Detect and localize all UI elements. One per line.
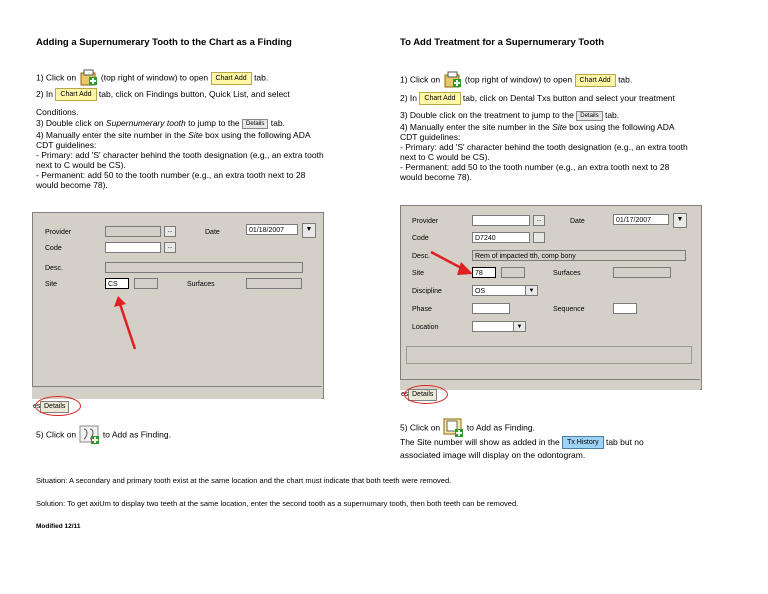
chevron-down-icon: ▼ bbox=[513, 322, 525, 331]
discipline-label: Discipline bbox=[412, 288, 442, 295]
right-step1: 1) Click on (top right of window) to open Chart Add tab. bbox=[400, 71, 632, 89]
left-step5: 5) Click on to Add as Finding. bbox=[36, 425, 171, 445]
right-permanent-line1: - Permanent: add 50 to the tooth number (e.g., an extra tooth next to 28 bbox=[400, 162, 670, 172]
sequence-label: Sequence bbox=[553, 306, 585, 313]
left-primary-line1: - Primary: add 'S' character behind the tooth designation (e.g., an extra tooth bbox=[36, 150, 324, 160]
right-primary-line1: - Primary: add 'S' character behind the tooth designation (e.g., an extra tooth bbox=[400, 142, 688, 152]
provider-lookup-button[interactable]: ... bbox=[164, 226, 176, 237]
site-extra-field[interactable] bbox=[134, 278, 158, 289]
location-select[interactable] bbox=[472, 321, 526, 332]
provider-label: Provider bbox=[412, 218, 439, 225]
code-field[interactable] bbox=[105, 242, 161, 253]
add-treatment-icon[interactable] bbox=[443, 418, 465, 438]
left-step2: 2) In Chart Add tab, click on Findings button, Quick List, and select bbox=[36, 88, 290, 101]
site-label: Site bbox=[412, 270, 425, 277]
code-field[interactable]: D7240 bbox=[472, 232, 530, 243]
details-tab-button[interactable]: Details bbox=[242, 119, 268, 129]
chart-add-tab-button[interactable]: Chart Add bbox=[55, 88, 96, 101]
sequence-field[interactable] bbox=[613, 303, 637, 314]
details-tab[interactable]: Details bbox=[40, 401, 69, 413]
right-primary-line2: next to C would be CS). bbox=[400, 152, 490, 162]
right-tab-bar bbox=[400, 379, 700, 390]
left-primary-line2: next to C would be CS). bbox=[36, 160, 126, 170]
solution-text: Solution: To get axiUm to display two teeth at the same location, enter the second tooth as a supernumary tooth, then both teeth can be removed. bbox=[36, 499, 519, 508]
left-title: Adding a Supernumerary Tooth to the Chart as a Finding bbox=[36, 37, 292, 48]
surfaces-field[interactable] bbox=[246, 278, 302, 289]
left-step2-line2: Conditions. bbox=[36, 107, 79, 117]
discipline-select[interactable]: OS ▼ bbox=[472, 285, 538, 296]
chevron-down-icon: ▼ bbox=[525, 286, 537, 295]
left-step4-line2: CDT guidelines: bbox=[36, 140, 97, 150]
calendar-icon[interactable]: ▼ bbox=[673, 213, 687, 228]
situation-text: Situation: A secondary and primary tooth exist at the same location and the chart must indicate that both teeth were removed. bbox=[36, 476, 452, 485]
phase-label: Phase bbox=[412, 306, 432, 313]
left-step4: 4) Manually enter the site number in the Site box using the following ADA bbox=[36, 130, 311, 140]
code-label: Code bbox=[412, 235, 429, 242]
right-step5: 5) Click on to Add as Finding. bbox=[400, 418, 535, 438]
surfaces-label: Surfaces bbox=[553, 270, 581, 277]
chart-add-tab-button[interactable]: Chart Add bbox=[575, 74, 616, 87]
chart-add-tab-button[interactable]: Chart Add bbox=[211, 72, 252, 85]
right-step4: 4) Manually enter the site number in the Site box using the following ADA bbox=[400, 122, 675, 132]
date-label: Date bbox=[570, 218, 585, 225]
site-extra-field[interactable] bbox=[501, 267, 525, 278]
date-label: Date bbox=[205, 229, 220, 236]
location-label: Location bbox=[412, 324, 439, 331]
chart-add-icon[interactable] bbox=[79, 69, 99, 87]
provider-lookup-button[interactable]: ... bbox=[533, 215, 545, 226]
site-field[interactable]: CS bbox=[105, 278, 129, 289]
highlight-circle bbox=[35, 396, 81, 416]
details-tab[interactable]: Details bbox=[408, 389, 437, 401]
provider-field[interactable] bbox=[472, 215, 530, 226]
left-tab-bar bbox=[32, 386, 322, 399]
add-finding-icon[interactable] bbox=[79, 425, 101, 445]
provider-field[interactable] bbox=[105, 226, 161, 237]
date-field[interactable]: 01/17/2007 bbox=[613, 214, 669, 225]
left-step1: 1) Click on (top right of window) to open Chart Add tab. bbox=[36, 69, 268, 87]
tx-history-tab-button[interactable]: Tx History bbox=[562, 436, 604, 449]
chart-add-tab-button[interactable]: Chart Add bbox=[419, 92, 460, 105]
right-step2: 2) In Chart Add tab, click on Dental Txs button and select your treatment bbox=[400, 92, 675, 105]
left-step3: 3) Double click on Supernumerary tooth to jump to the Details tab. bbox=[36, 118, 285, 128]
left-details-form bbox=[32, 212, 324, 399]
right-permanent-line2: would become 78). bbox=[400, 172, 472, 182]
date-field[interactable]: 01/18/2007 bbox=[246, 224, 298, 235]
desc-label: Desc. bbox=[412, 253, 430, 260]
desc-field[interactable] bbox=[105, 262, 303, 273]
desc-label: Desc. bbox=[45, 265, 63, 272]
right-step4-line2: CDT guidelines: bbox=[400, 132, 461, 142]
tab-prefix: es bbox=[401, 391, 409, 398]
tab-prefix: es bbox=[33, 403, 41, 410]
right-title: To Add Treatment for a Supernumerary Tooth bbox=[400, 37, 605, 48]
site-field[interactable]: 78 bbox=[472, 267, 496, 278]
code-lookup-button[interactable]: ... bbox=[164, 242, 176, 253]
left-permanent-line2: would become 78). bbox=[36, 180, 108, 190]
modified-date: Modified 12/11 bbox=[36, 523, 81, 530]
form-blank-area bbox=[406, 346, 692, 364]
right-note-line2: associated image will display on the odontogram. bbox=[400, 450, 586, 460]
red-arrow bbox=[427, 248, 475, 278]
desc-field[interactable]: Rem of impacted tth, comp bony bbox=[472, 250, 686, 261]
calendar-icon[interactable]: ▼ bbox=[302, 223, 316, 238]
red-arrow bbox=[111, 293, 151, 353]
right-details-form bbox=[400, 205, 702, 390]
chart-add-icon[interactable] bbox=[443, 71, 463, 89]
left-permanent-line1: - Permanent: add 50 to the tooth number (e.g., an extra tooth next to 28 bbox=[36, 170, 306, 180]
right-note: The Site number will show as added in the Tx History tab but no bbox=[400, 436, 644, 449]
site-label: Site bbox=[45, 281, 58, 288]
right-step3: 3) Double click on the treatment to jump to the Details tab. bbox=[400, 110, 620, 120]
phase-field[interactable] bbox=[472, 303, 510, 314]
code-label: Code bbox=[45, 245, 62, 252]
highlight-circle bbox=[404, 385, 448, 404]
provider-label: Provider bbox=[45, 229, 72, 236]
details-tab-button[interactable]: Details bbox=[576, 111, 602, 121]
surfaces-label: Surfaces bbox=[187, 281, 215, 288]
surfaces-field[interactable] bbox=[613, 267, 671, 278]
code-lookup-button[interactable] bbox=[533, 232, 545, 243]
